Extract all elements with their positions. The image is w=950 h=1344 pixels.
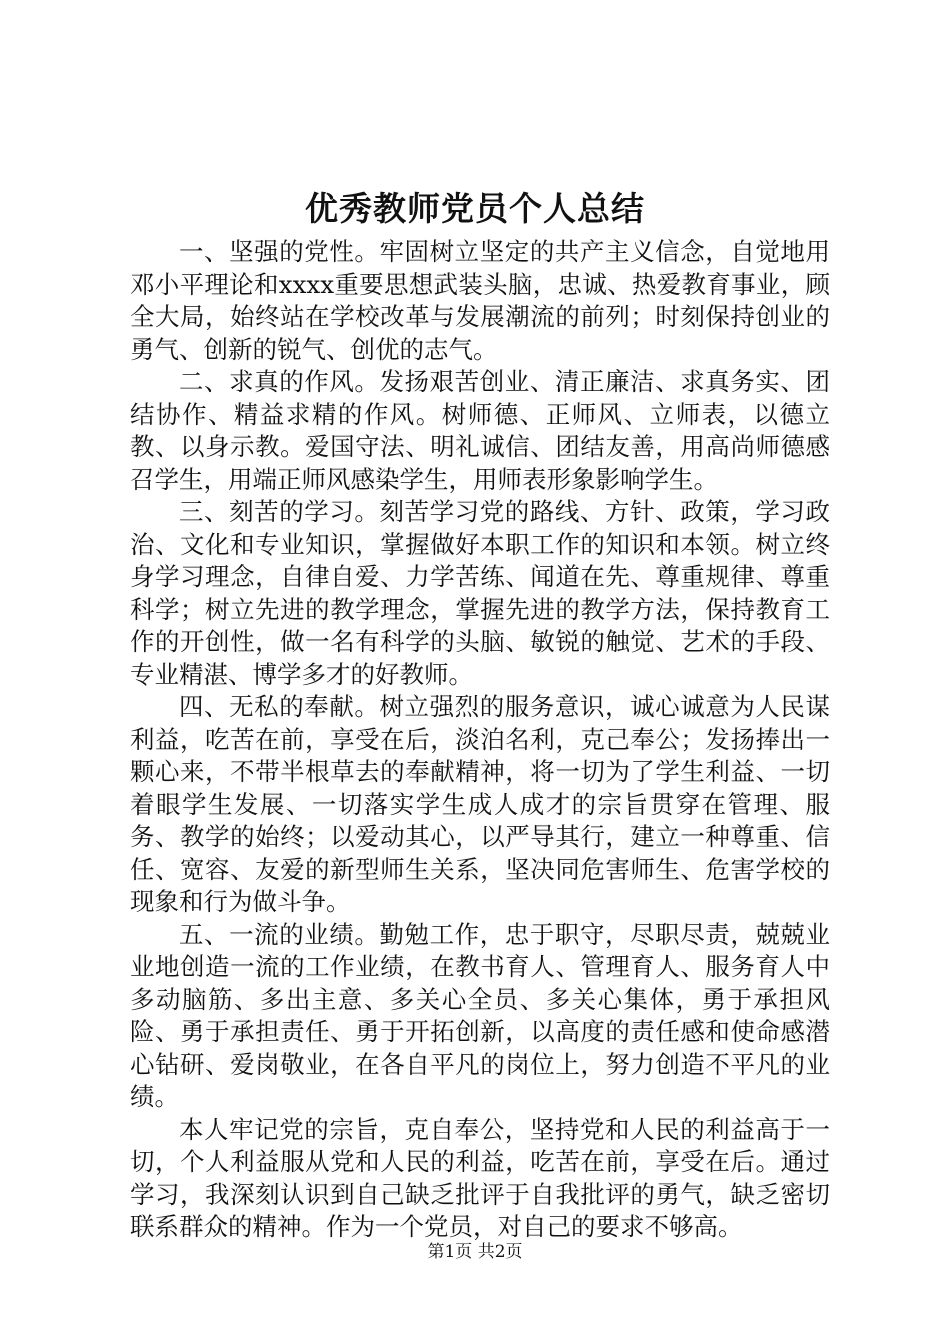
document-body: [130, 236, 830, 1244]
paragraph-dedication: 四、无私的奉献。树立强烈的服务意识，诚心诚意为人民谋利益，吃苦在前，享受在后，淡泊名利，克己奉公；发扬捧出一颗心来，不带半根草去的奉献精神，将一切为了学生利益、一切着眼学生发展、一切落实学生成人成才的宗旨贯穿在管理、服务、教学的始终；以爱动其心，以严导其行，建立一种尊重、信任、宽容、友爱的新型师生关系，坚决同危害师生、危害学校的现象和行为做斗争。: [130, 692, 830, 916]
document-title: 优秀教师党员个人总结: [305, 189, 645, 228]
paragraph-study: 三、刻苦的学习。刻苦学习党的路线、方针、政策，学习政治、文化和专业知识，掌握做好本职工作的知识和本领。树立终身学习理念，自律自爱、力学苦练、闻道在先、尊重规律、尊重科学；树立先进的教学理念，掌握先进的教学方法，保持教育工作的开创性，做一名有科学的头脑、敏锐的触觉、艺术的手段、专业精湛、博学多才的好教师。: [130, 497, 830, 689]
paragraph-work-style: 二、求真的作风。发扬艰苦创业、清正廉洁、求真务实、团结协作、精益求精的作风。树师德、正师风、立师表，以德立教、以身示教。爱国守法、明礼诚信、团结友善，用高尚师德感召学生，用端正师风感染学生，用师表形象影响学生。: [130, 367, 830, 494]
paragraph-achievements: 五、一流的业绩。勤勉工作，忠于职守，尽职尽责，兢兢业业地创造一流的工作业绩，在教书育人、管理育人、服务育人中多动脑筋、多出主意、多关心全员、多关心集体，勇于承担风险、勇于承担责任、勇于开拓创新，以高度的责任感和使命感潜心钻研、爱岗敬业，在各自平凡的岗位上，努力创造不平凡的业绩。: [130, 919, 830, 1111]
page-number-footer: 第1页 共2页: [427, 1242, 523, 1262]
paragraph-party-spirit: 一、坚强的党性。牢固树立坚定的共产主义信念，自觉地用邓小平理论和xxxx重要思想武装头脑，忠诚、热爱教育事业，顾全大局，始终站在学校改革与发展潮流的前列；时刻保持创业的勇气、创新的锐气、创优的志气。: [130, 237, 830, 364]
paragraph-self-reflection: 本人牢记党的宗旨，克自奉公，坚持党和人民的利益高于一切，个人利益服从党和人民的利益，吃苦在前，享受在后。通过学习，我深刻认识到自己缺乏批评于自我批评的勇气，缺乏密切联系群众的精神。作为一个党员，对自己的要求不够高。: [130, 1114, 830, 1241]
